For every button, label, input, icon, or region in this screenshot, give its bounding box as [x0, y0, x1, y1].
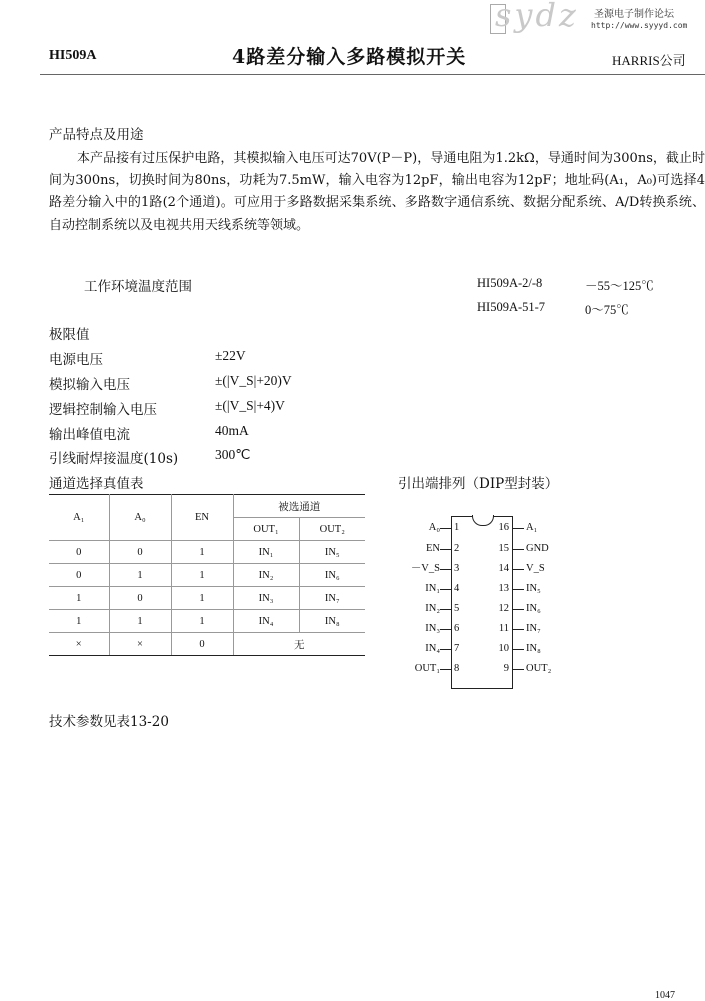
watermark: [490, 0, 705, 40]
limit-name: 模拟输入电压: [49, 377, 130, 393]
pin-name-right: IN₅: [526, 583, 541, 594]
header-model: HI509A: [49, 48, 97, 63]
page-title: 4路差分输入多路模拟开关: [232, 46, 467, 68]
pin-name-right: IN₆: [526, 603, 541, 614]
limits-heading: 极限值: [49, 327, 90, 343]
pin-number-left: 7: [454, 643, 460, 654]
pin-line: [512, 589, 524, 590]
header-out1: OUT₁: [233, 518, 299, 541]
limit-name: 输出峰值电流: [49, 427, 130, 443]
cell-none: 无: [233, 633, 365, 656]
cell-en: 1: [171, 564, 233, 587]
pin-name-right: V_S: [526, 563, 545, 574]
pin-line: [440, 549, 451, 550]
limit-value: ±(|V_S|+20)V: [215, 373, 292, 388]
pin-line: [440, 649, 451, 650]
cell-a0: 0: [109, 541, 171, 564]
temperature-range-label: 工作环境温度范围: [84, 279, 192, 295]
watermark-url: http://www.syyyd.com: [591, 21, 688, 30]
limit-name: 电源电压: [49, 352, 103, 368]
pin-number-right: 10: [498, 643, 509, 654]
pin-name-right: A₁: [526, 522, 538, 533]
pin-number-right: 12: [498, 603, 509, 614]
cell-a0: 1: [109, 610, 171, 633]
pin-name-left: IN₃: [425, 623, 440, 634]
page-number: 1047: [655, 990, 675, 1001]
temperature-range-2: 0～75℃: [585, 303, 629, 317]
chip-notch: [472, 515, 494, 526]
limit-name: 引线耐焊接温度(10s): [49, 451, 179, 467]
pin-number-right: 16: [498, 522, 509, 533]
header-out2: OUT₂: [319, 523, 345, 535]
pin-line: [512, 569, 524, 570]
pin-line: [440, 609, 451, 610]
cell-out1: IN₃: [233, 587, 299, 610]
temperature-part-1: HI509A-2/-8: [477, 276, 543, 290]
pin-line: [512, 629, 524, 630]
pin-name-left: EN: [426, 543, 440, 554]
pin-number-left: 6: [454, 623, 460, 634]
pin-name-right: OUT₂: [526, 663, 552, 674]
limit-value: ±(|V_S|+4)V: [215, 398, 285, 413]
header-divider: [40, 74, 705, 75]
pin-line: [440, 589, 451, 590]
pin-number-right: 14: [498, 563, 509, 574]
pin-name-left: －V_S: [410, 563, 440, 574]
cell-en: 1: [171, 587, 233, 610]
pin-name-left: IN₁: [425, 583, 440, 594]
cell-en: 1: [171, 610, 233, 633]
pin-number-right: 13: [498, 583, 509, 594]
cell-a1: 1: [49, 587, 109, 610]
pin-number-left: 5: [454, 603, 460, 614]
pin-number-left: 2: [454, 543, 460, 554]
pin-name-right: GND: [526, 543, 549, 554]
cell-out1: IN₄: [233, 610, 299, 633]
cell-en: 1: [171, 541, 233, 564]
pin-name-left: OUT₁: [414, 663, 440, 674]
pinout-heading: 引出端排列（DIP型封装）: [398, 476, 559, 492]
cell-a1: 0: [49, 541, 109, 564]
pin-line: [512, 669, 524, 670]
reference-note: 技术参数见表13-20: [49, 714, 169, 730]
cell-a0: 1: [109, 564, 171, 587]
features-heading: 产品特点及用途: [49, 127, 144, 143]
limit-value: 40mA: [215, 423, 249, 438]
limit-value: ±22V: [215, 348, 246, 363]
table-row: [49, 633, 365, 656]
limit-value: 300℃: [215, 447, 251, 462]
limit-name: 逻辑控制输入电压: [49, 402, 157, 418]
pin-name-right: IN₇: [526, 623, 541, 634]
truth-table-heading: 通道选择真值表: [49, 476, 144, 492]
cell-out2: IN₆: [299, 564, 365, 587]
cell-out2: IN₅: [299, 541, 365, 564]
cell-en: 0: [171, 633, 233, 656]
header-selected-channel: 被选通道: [233, 495, 365, 518]
watermark-logo: sydz: [495, 0, 579, 34]
pin-number-right: 15: [498, 543, 509, 554]
pin-name-left: IN₂: [425, 603, 440, 614]
cell-a1: 1: [49, 610, 109, 633]
pin-line: [512, 649, 524, 650]
pin-line: [440, 669, 451, 670]
table-row: [49, 610, 365, 633]
pin-number-right: 11: [498, 623, 509, 634]
pin-line: [512, 609, 524, 610]
header-a1: A₁: [49, 495, 109, 541]
pin-name-left: IN₄: [425, 643, 440, 654]
temperature-part-2: HI509A-51-7: [477, 300, 546, 314]
cell-out1: IN₂: [233, 564, 299, 587]
pin-number-left: 1: [454, 522, 460, 533]
table-row: [49, 564, 365, 587]
header-manufacturer: HARRIS公司: [612, 53, 686, 68]
table-row: [49, 587, 365, 610]
table-row: [49, 541, 365, 564]
features-paragraph: 本产品接有过压保护电路，其模拟输入电压可达70V(P－P)，导通电阻为1.2kΩ，导通时间为300ns，截止时间为300ns，切换时间为80ns，功耗为7.5mW，输入电容为12pF，输出电容为12pF；地址码(A₁，A₀)可选择4路差分输入中的1路(2个通道)。可应用于多路数据采集系统、多路数字通信系统、数据分配系统、A/D转换系统、自动控制系统以及电视共用天线系统等领域。: [49, 151, 705, 233]
cell-a0: ×: [109, 633, 171, 656]
cell-a1: 0: [49, 564, 109, 587]
truth-table: [49, 494, 365, 656]
pin-line: [512, 528, 524, 529]
pin-line: [440, 528, 451, 529]
pin-name-right: IN₈: [526, 643, 541, 654]
pin-line: [512, 549, 524, 550]
cell-a1: ×: [49, 633, 109, 656]
pin-number-left: 4: [454, 583, 460, 594]
temperature-range-1: －55～125℃: [585, 279, 654, 293]
watermark-site-name: 圣源电子制作论坛: [594, 9, 674, 20]
pin-line: [440, 569, 451, 570]
truth-table-header-row: [49, 495, 365, 518]
cell-out2: IN₈: [299, 610, 365, 633]
header-a0: A₀: [109, 495, 171, 541]
pin-number-left: 3: [454, 563, 460, 574]
pin-number-right: 9: [503, 663, 509, 674]
pin-number-left: 8: [454, 663, 460, 674]
pin-line: [440, 629, 451, 630]
header-en: EN: [171, 495, 233, 541]
cell-out2: IN₇: [299, 587, 365, 610]
cell-a0: 0: [109, 587, 171, 610]
pin-name-left: A₀: [428, 522, 440, 533]
cell-out1: IN₁: [233, 541, 299, 564]
